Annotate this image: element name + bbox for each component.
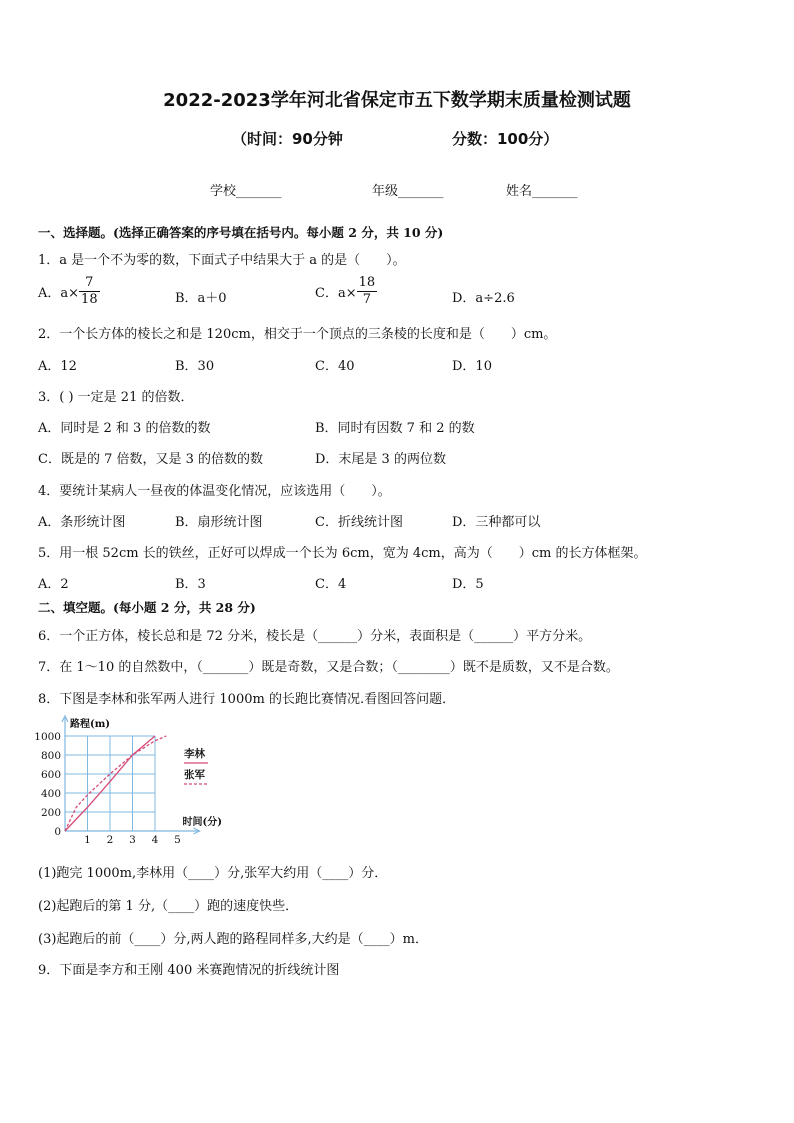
q2-stem: 2．一个长方体的棱长之和是 120cm，相交于一个顶点的三条棱的长度和是（ ）cm。 [38,327,557,342]
q8-sub3: (3)起跑后的前（____）分,两人跑的路程同样多,大约是（____）m． [38,932,429,947]
y-axis-label: 路程(m) [70,719,111,730]
q4-stem: 4．要统计某病人一昼夜的体温变化情况，应该选用（ ）。 [38,484,391,499]
exam-score: 分数：100分） [452,130,559,148]
q3-option-c: C．既是的 7 倍数，又是 3 的倍数的数 [38,452,264,467]
q2-option-d: D．10 [452,359,492,374]
x-axis-label: 时间(分) [182,817,222,828]
legend-label: 李林 [184,748,205,760]
q2-option-b: B．30 [175,359,215,374]
y-tick-label: 200 [40,807,61,819]
x-tick-label: 5 [174,834,181,846]
q3-option-b: B．同时有因数 7 和 2 的数 [315,421,475,436]
x-tick-label: 3 [129,834,136,846]
school-field: 学校_______ [210,184,282,199]
q5-option-a: A．2 [38,577,69,592]
name-field: 姓名_______ [506,184,578,199]
exam-time: （时间：90分钟 [232,130,343,148]
y-tick-label: 400 [40,788,61,800]
q1-option-c: C．a× $\frac{18}{7}$ [315,275,376,307]
q5-option-b: B．3 [175,577,206,592]
q8-sub2: (2)起跑后的第 1 分,（____）跑的速度快些． [38,899,299,914]
section-1-title: 一、选择题。(选择正确答案的序号填在括号内。每小题 2 分，共 10 分) [38,225,444,240]
q1-option-b: B．a＋0 [175,291,227,306]
q8-stem: 8．下图是李林和张军两人进行 1000m 的长跑比赛情况.看图回答问题． [38,692,456,707]
distance-time-chart [30,712,250,852]
page-title: 2022-2023学年河北省保定市五下数学期末质量检测试题 [163,90,631,111]
section-2-title: 二、填空题。(每小题 2 分，共 28 分) [38,600,256,615]
q9-stem: 9．下面是李方和王刚 400 米赛跑情况的折线统计图 [38,963,340,978]
y-tick-label: 600 [40,769,61,781]
q4-option-b: B．扇形统计图 [175,515,263,530]
legend-label: 张军 [184,769,205,781]
q3-option-a: A．同时是 2 和 3 的倍数的数 [38,421,211,436]
q8-sub1: (1)跑完 1000m,李林用（____）分,张军大约用（____）分． [38,866,388,881]
q5-stem: 5．用一根 52cm 长的铁丝，正好可以焊成一个长为 6cm，宽为 4cm，高为（ ）cm 的长方体框架。 [38,546,647,561]
q6-stem: 6．一个正方体，棱长总和是 72 分米，棱长是（______）分米，表面积是（______）平方分米。 [38,629,592,644]
q1-stem: 1．a 是一个不为零的数，下面式子中结果大于 a 的是（ ）。 [38,253,406,268]
series-line-zhangjun [65,736,166,831]
q3-stem: 3．( ) 一定是 21 的倍数． [38,390,194,405]
x-tick-label: 1 [84,834,91,846]
q2-option-a: A．12 [38,359,77,374]
q4-option-d: D．三种都可以 [452,515,541,530]
q7-stem: 7．在 1～10 的自然数中，（_______）既是奇数，又是合数；（________）既不是质数，又不是合数。 [38,660,619,675]
x-tick-label: 4 [151,834,159,846]
q5-option-d: D．5 [452,577,484,592]
q2-option-c: C．40 [315,359,355,374]
grade-field: 年级_______ [372,184,444,199]
q5-option-c: C．4 [315,577,347,592]
q4-option-a: A．条形统计图 [38,515,126,530]
y-tick-label: 800 [40,750,61,762]
x-tick-label: 2 [106,834,114,846]
y-tick-label: 1000 [34,731,61,743]
q1-option-d: D．a÷2.6 [452,291,515,306]
q4-option-c: C．折线统计图 [315,515,403,530]
y-tick-label: 0 [54,826,61,838]
q1-option-a: A．a× $\frac{7}{18}$ [38,275,98,307]
q3-option-d: D．末尾是 3 的两位数 [315,452,446,467]
